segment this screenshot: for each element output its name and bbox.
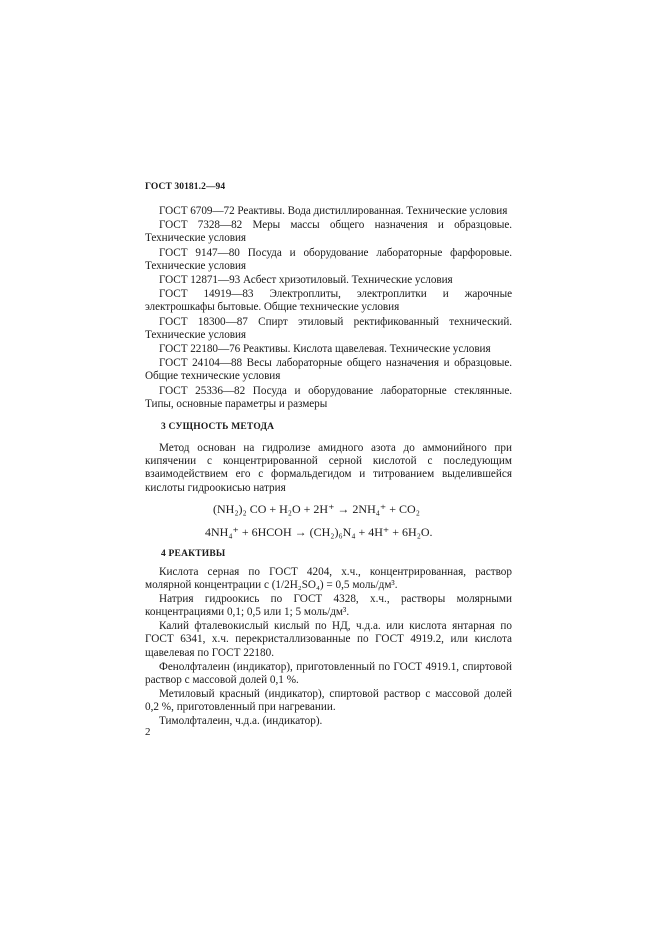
reference-item: ГОСТ 25336—82 Посуда и оборудование лабораторные стеклянные. Типы, основные параметры и размеры — [145, 384, 512, 410]
reaction-equation-2: 4NH₄⁺ + 6HCOH → (CH₂)₆N₄ + 4H⁺ + 6H₂O. — [205, 525, 433, 539]
method-paragraph: Метод основан на гидролизе амидного азота до аммонийного при кипячении с концентрированной серной кислотой с последующим взаимодействием его с формальдегидом и титрованием выделившейся кислоты гидроокисью натрия — [145, 442, 512, 494]
reference-item: ГОСТ 12871—93 Асбест хризотиловый. Технические условия — [159, 274, 453, 287]
reference-item: ГОСТ 9147—80 Посуда и оборудование лабораторные фарфоровые. Технические условия — [145, 246, 512, 272]
reference-item: ГОСТ 24104—88 Весы лабораторные общего назначения и образцовые. Общие технические условия — [145, 357, 512, 383]
reagent-item: Кислота серная по ГОСТ 4204, х.ч., концентрированная, раствор молярной концентрации c (1/2H₂SO₄) = 0,5 моль/дм³. — [145, 566, 512, 592]
running-header: ГОСТ 30181.2—94 — [145, 182, 226, 192]
method-description — [145, 442, 512, 496]
reagent-item: Фенолфталеин (индикатор), приготовленный по ГОСТ 4919.1, спиртовой раствор с массовой долей 0,1 %. — [145, 660, 512, 686]
section-title-method: 3 СУЩНОСТЬ МЕТОДА — [161, 422, 275, 432]
reference-item: ГОСТ 22180—76 Реактивы. Кислота щавелевая. Технические условия — [159, 343, 491, 356]
page-number: 2 — [145, 726, 151, 738]
reagent-item: Калий фталевокислый кислый по НД, ч.д.а. или кислота янтарная по ГОСТ 6341, х.ч. перекристаллизованные по ГОСТ 4919.2, или кислота щавелевая по ГОСТ 22180. — [145, 620, 512, 659]
reagents-list — [145, 566, 512, 729]
section-title-reagents: 4 РЕАКТИВЫ — [161, 549, 226, 559]
reference-item: ГОСТ 7328—82 Меры массы общего назначения и образцовые. Технические условия — [145, 219, 512, 245]
normative-references — [145, 205, 512, 412]
reagent-item: Метиловый красный (индикатор), спиртовой раствор с массовой долей 0,2 %, приготовленный при нагревании. — [145, 687, 512, 713]
reference-item: ГОСТ 18300—87 Спирт этиловый ректификованный технический. Технические условия — [145, 315, 512, 341]
reference-item: ГОСТ 6709—72 Реактивы. Вода дистиллированная. Технические условия — [159, 205, 508, 217]
reagent-item: Натрия гидроокись по ГОСТ 4328, х.ч., растворы молярными концентрациями 0,1; 0,5 или 1; 5 моль/дм³. — [145, 593, 512, 619]
reaction-equation-1: (NH₂)₂ CO + H₂O + 2H⁺ → 2NH₄⁺ + CO₂ — [213, 502, 420, 516]
reference-item: ГОСТ 14919—83 Электроплиты, электроплитки и жарочные электрошкафы бытовые. Общие технические условия — [145, 288, 512, 314]
reagent-item: Тимолфталеин, ч.д.а. (индикатор). — [159, 715, 323, 728]
